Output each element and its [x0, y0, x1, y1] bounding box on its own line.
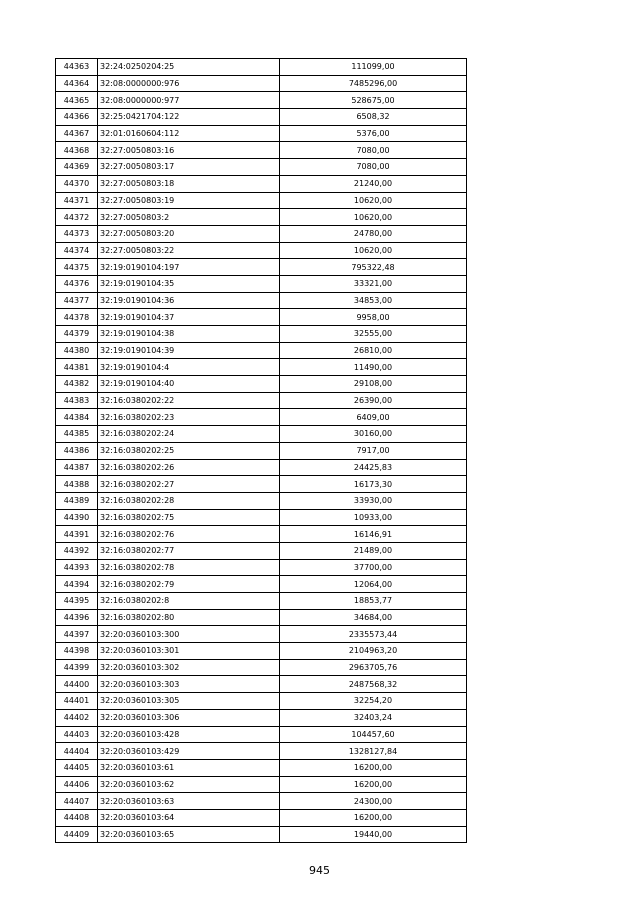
- table-row: [56, 559, 467, 576]
- value-cell: 24780,00: [280, 225, 467, 242]
- row-number-cell: 44400: [56, 676, 98, 693]
- cadastral-number-cell: 32:20:0360103:428: [98, 726, 280, 743]
- row-number-cell: 44368: [56, 142, 98, 159]
- row-number-cell: 44397: [56, 626, 98, 643]
- table-row: [56, 275, 467, 292]
- row-number-cell: 44375: [56, 259, 98, 276]
- cadastral-number-cell: 32:16:0380202:76: [98, 526, 280, 543]
- table-row: [56, 526, 467, 543]
- table-row: [56, 142, 467, 159]
- value-cell: 32555,00: [280, 326, 467, 343]
- value-cell: 9958,00: [280, 309, 467, 326]
- value-cell: 21240,00: [280, 175, 467, 192]
- value-cell: 33321,00: [280, 275, 467, 292]
- row-number-cell: 44381: [56, 359, 98, 376]
- cadastral-number-cell: 32:20:0360103:300: [98, 626, 280, 643]
- table-row: [56, 459, 467, 476]
- value-cell: 16200,00: [280, 759, 467, 776]
- row-number-cell: 44407: [56, 793, 98, 810]
- value-cell: 32403,24: [280, 709, 467, 726]
- cadastral-number-cell: 32:27:0050803:2: [98, 209, 280, 226]
- row-number-cell: 44382: [56, 376, 98, 393]
- cadastral-number-cell: 32:20:0360103:62: [98, 776, 280, 793]
- cadastral-number-cell: 32:16:0380202:22: [98, 392, 280, 409]
- row-number-cell: 44404: [56, 743, 98, 760]
- table-row: [56, 175, 467, 192]
- table-row: [56, 743, 467, 760]
- row-number-cell: 44380: [56, 342, 98, 359]
- cadastral-number-cell: 32:20:0360103:64: [98, 809, 280, 826]
- value-cell: 32254,20: [280, 693, 467, 710]
- value-cell: 16146,91: [280, 526, 467, 543]
- table-row: [56, 159, 467, 176]
- row-number-cell: 44394: [56, 576, 98, 593]
- table-row: [56, 826, 467, 843]
- cadastral-number-cell: 32:08:0000000:976: [98, 75, 280, 92]
- table-row: [56, 125, 467, 142]
- table-row: [56, 209, 467, 226]
- table-row: [56, 342, 467, 359]
- cadastral-number-cell: 32:19:0190104:36: [98, 292, 280, 309]
- value-cell: 16200,00: [280, 809, 467, 826]
- row-number-cell: 44371: [56, 192, 98, 209]
- row-number-cell: 44405: [56, 759, 98, 776]
- value-cell: 10620,00: [280, 209, 467, 226]
- cadastral-number-cell: 32:20:0360103:63: [98, 793, 280, 810]
- table-row: [56, 726, 467, 743]
- table-row: [56, 659, 467, 676]
- table-row: [56, 709, 467, 726]
- table-row: [56, 409, 467, 426]
- cadastral-number-cell: 32:16:0380202:28: [98, 492, 280, 509]
- row-number-cell: 44393: [56, 559, 98, 576]
- row-number-cell: 44388: [56, 476, 98, 493]
- row-number-cell: 44384: [56, 409, 98, 426]
- table-body: [56, 59, 467, 843]
- row-number-cell: 44385: [56, 426, 98, 443]
- cadastral-number-cell: 32:19:0190104:35: [98, 275, 280, 292]
- value-cell: 2963705,76: [280, 659, 467, 676]
- row-number-cell: 44365: [56, 92, 98, 109]
- row-number-cell: 44372: [56, 209, 98, 226]
- value-cell: 10620,00: [280, 242, 467, 259]
- table-row: [56, 426, 467, 443]
- cadastral-number-cell: 32:19:0190104:197: [98, 259, 280, 276]
- cadastral-number-cell: 32:16:0380202:24: [98, 426, 280, 443]
- value-cell: 34684,00: [280, 609, 467, 626]
- table-row: [56, 693, 467, 710]
- table-row: [56, 542, 467, 559]
- value-cell: 5376,00: [280, 125, 467, 142]
- table-row: [56, 109, 467, 126]
- table-row: [56, 776, 467, 793]
- value-cell: 19440,00: [280, 826, 467, 843]
- table-row: [56, 509, 467, 526]
- table-row: [56, 75, 467, 92]
- cadastral-number-cell: 32:16:0380202:79: [98, 576, 280, 593]
- cadastral-number-cell: 32:19:0190104:4: [98, 359, 280, 376]
- table-row: [56, 809, 467, 826]
- value-cell: 37700,00: [280, 559, 467, 576]
- row-number-cell: 44387: [56, 459, 98, 476]
- value-cell: 30160,00: [280, 426, 467, 443]
- cadastral-number-cell: 32:16:0380202:80: [98, 609, 280, 626]
- value-cell: 2335573,44: [280, 626, 467, 643]
- cadastral-number-cell: 32:20:0360103:303: [98, 676, 280, 693]
- cadastral-number-cell: 32:27:0050803:20: [98, 225, 280, 242]
- row-number-cell: 44401: [56, 693, 98, 710]
- table-row: [56, 225, 467, 242]
- cadastral-number-cell: 32:27:0050803:19: [98, 192, 280, 209]
- value-cell: 24300,00: [280, 793, 467, 810]
- cadastral-number-cell: 32:08:0000000:977: [98, 92, 280, 109]
- row-number-cell: 44377: [56, 292, 98, 309]
- table-row: [56, 576, 467, 593]
- cadastral-number-cell: 32:16:0380202:26: [98, 459, 280, 476]
- table-row: [56, 676, 467, 693]
- value-cell: 6409,00: [280, 409, 467, 426]
- row-number-cell: 44392: [56, 542, 98, 559]
- value-cell: 528675,00: [280, 92, 467, 109]
- table-row: [56, 626, 467, 643]
- row-number-cell: 44363: [56, 59, 98, 76]
- row-number-cell: 44391: [56, 526, 98, 543]
- value-cell: 795322,48: [280, 259, 467, 276]
- row-number-cell: 44378: [56, 309, 98, 326]
- table-row: [56, 359, 467, 376]
- row-number-cell: 44403: [56, 726, 98, 743]
- value-cell: 7080,00: [280, 142, 467, 159]
- row-number-cell: 44376: [56, 275, 98, 292]
- cadastral-number-cell: 32:16:0380202:8: [98, 593, 280, 610]
- cadastral-number-cell: 32:20:0360103:429: [98, 743, 280, 760]
- cadastral-number-cell: 32:27:0050803:18: [98, 175, 280, 192]
- value-cell: 111099,00: [280, 59, 467, 76]
- table-row: [56, 759, 467, 776]
- cadastral-number-cell: 32:19:0190104:40: [98, 376, 280, 393]
- cadastral-number-cell: 32:16:0380202:78: [98, 559, 280, 576]
- table-row: [56, 92, 467, 109]
- value-cell: 2487568,32: [280, 676, 467, 693]
- value-cell: 16200,00: [280, 776, 467, 793]
- table-row: [56, 609, 467, 626]
- value-cell: 34853,00: [280, 292, 467, 309]
- value-cell: 104457,60: [280, 726, 467, 743]
- cadastral-number-cell: 32:16:0380202:27: [98, 476, 280, 493]
- row-number-cell: 44398: [56, 643, 98, 660]
- table-row: [56, 326, 467, 343]
- value-cell: 24425,83: [280, 459, 467, 476]
- row-number-cell: 44390: [56, 509, 98, 526]
- cadastral-number-cell: 32:16:0380202:77: [98, 542, 280, 559]
- page-number: 945: [309, 864, 330, 877]
- row-number-cell: 44395: [56, 593, 98, 610]
- cadastral-number-cell: 32:16:0380202:25: [98, 442, 280, 459]
- cadastral-number-cell: 32:20:0360103:306: [98, 709, 280, 726]
- cadastral-number-cell: 32:20:0360103:302: [98, 659, 280, 676]
- cadastral-number-cell: 32:27:0050803:17: [98, 159, 280, 176]
- row-number-cell: 44364: [56, 75, 98, 92]
- table-row: [56, 192, 467, 209]
- value-cell: 26390,00: [280, 392, 467, 409]
- table-row: [56, 476, 467, 493]
- value-cell: 2104963,20: [280, 643, 467, 660]
- cadastral-number-cell: 32:16:0380202:23: [98, 409, 280, 426]
- row-number-cell: 44408: [56, 809, 98, 826]
- cadastral-number-cell: 32:19:0190104:38: [98, 326, 280, 343]
- cadastral-number-cell: 32:20:0360103:301: [98, 643, 280, 660]
- row-number-cell: 44386: [56, 442, 98, 459]
- value-cell: 21489,00: [280, 542, 467, 559]
- value-cell: 18853,77: [280, 593, 467, 610]
- table-row: [56, 643, 467, 660]
- cadastral-number-cell: 32:01:0160604:112: [98, 125, 280, 142]
- table-row: [56, 392, 467, 409]
- row-number-cell: 44379: [56, 326, 98, 343]
- value-cell: 16173,30: [280, 476, 467, 493]
- cadastral-number-cell: 32:27:0050803:16: [98, 142, 280, 159]
- value-cell: 33930,00: [280, 492, 467, 509]
- value-cell: 6508,32: [280, 109, 467, 126]
- row-number-cell: 44396: [56, 609, 98, 626]
- row-number-cell: 44383: [56, 392, 98, 409]
- row-number-cell: 44367: [56, 125, 98, 142]
- row-number-cell: 44402: [56, 709, 98, 726]
- row-number-cell: 44409: [56, 826, 98, 843]
- value-cell: 7917,00: [280, 442, 467, 459]
- cadastral-number-cell: 32:19:0190104:39: [98, 342, 280, 359]
- cadastral-number-cell: 32:25:0421704:122: [98, 109, 280, 126]
- value-cell: 1328127,84: [280, 743, 467, 760]
- cadastral-number-cell: 32:27:0050803:22: [98, 242, 280, 259]
- row-number-cell: 44406: [56, 776, 98, 793]
- row-number-cell: 44389: [56, 492, 98, 509]
- value-cell: 26810,00: [280, 342, 467, 359]
- row-number-cell: 44369: [56, 159, 98, 176]
- cadastral-number-cell: 32:20:0360103:65: [98, 826, 280, 843]
- row-number-cell: 44366: [56, 109, 98, 126]
- value-cell: 11490,00: [280, 359, 467, 376]
- table-row: [56, 292, 467, 309]
- value-cell: 10933,00: [280, 509, 467, 526]
- table-row: [56, 242, 467, 259]
- table-row: [56, 793, 467, 810]
- cadastral-number-cell: 32:20:0360103:61: [98, 759, 280, 776]
- cadastral-number-cell: 32:16:0380202:75: [98, 509, 280, 526]
- table-row: [56, 59, 467, 76]
- value-cell: 12064,00: [280, 576, 467, 593]
- value-cell: 7080,00: [280, 159, 467, 176]
- row-number-cell: 44373: [56, 225, 98, 242]
- table-row: [56, 259, 467, 276]
- table-row: [56, 376, 467, 393]
- value-cell: 7485296,00: [280, 75, 467, 92]
- table-row: [56, 309, 467, 326]
- table-row: [56, 593, 467, 610]
- table-row: [56, 492, 467, 509]
- cadastral-value-table: [55, 58, 467, 843]
- row-number-cell: 44370: [56, 175, 98, 192]
- cadastral-number-cell: 32:24:0250204:25: [98, 59, 280, 76]
- value-cell: 29108,00: [280, 376, 467, 393]
- value-cell: 10620,00: [280, 192, 467, 209]
- cadastral-number-cell: 32:19:0190104:37: [98, 309, 280, 326]
- table-row: [56, 442, 467, 459]
- cadastral-number-cell: 32:20:0360103:305: [98, 693, 280, 710]
- row-number-cell: 44374: [56, 242, 98, 259]
- row-number-cell: 44399: [56, 659, 98, 676]
